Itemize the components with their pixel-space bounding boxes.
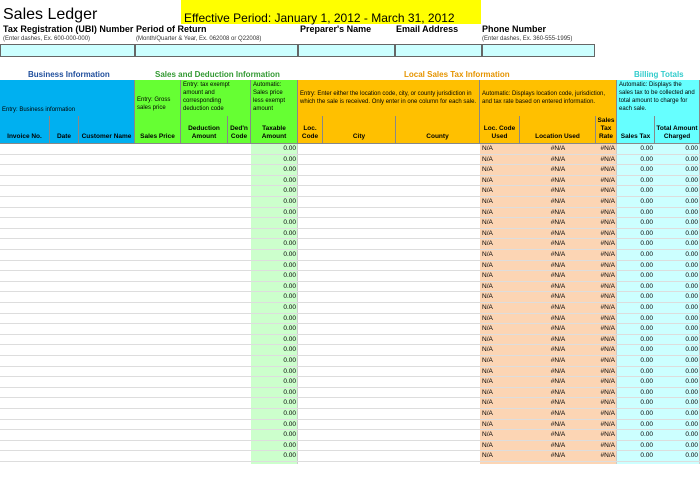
tax-rate-cell: #N/A	[600, 261, 615, 269]
band-taxable: Automatic: Sales price less exempt amount	[251, 80, 298, 116]
tax-rate-cell: #N/A	[600, 388, 615, 396]
table-row[interactable]	[0, 441, 700, 452]
band-rate: Automatic: Displays location code, jurisdiction, and tax rate based on entered information.	[480, 80, 617, 116]
location-used-cell: #N/A	[550, 441, 566, 449]
table-row[interactable]	[0, 229, 700, 240]
period-hint: (Month/Quarter & Year, Ex. 062008 or Q22008)	[136, 36, 262, 42]
taxable-amount-cell: 0.00	[283, 187, 296, 195]
ubi-label: Tax Registration (UBI) Number	[3, 24, 134, 34]
taxable-amount-cell: 0.00	[283, 229, 296, 237]
location-used-cell: #N/A	[550, 335, 566, 343]
column-header: Taxable Amount	[251, 116, 298, 144]
section-business: Business Information	[28, 70, 110, 79]
column-header: Sales Tax	[617, 116, 655, 144]
column-header: Loc. Code Used	[480, 116, 520, 144]
taxable-amount-cell: 0.00	[283, 282, 296, 290]
section-sales: Sales and Deduction Information	[155, 70, 280, 79]
sales-tax-cell: 0.00	[640, 325, 653, 333]
total-charged-cell: 0.00	[685, 166, 698, 174]
period-input[interactable]	[135, 44, 298, 57]
total-charged-cell: 0.00	[685, 335, 698, 343]
total-charged-cell: 0.00	[685, 155, 698, 163]
sales-tax-cell: 0.00	[640, 335, 653, 343]
effective-period: Effective Period: January 1, 2012 - March 31, 2012	[181, 0, 481, 24]
tax-rate-cell: #N/A	[600, 166, 615, 174]
sales-tax-cell: 0.00	[640, 388, 653, 396]
tax-rate-cell: #N/A	[600, 187, 615, 195]
loc-code-used-cell: N/A	[482, 378, 493, 386]
taxable-amount-cell: 0.00	[283, 272, 296, 280]
location-used-cell: #N/A	[550, 251, 566, 258]
taxable-amount-cell: 0.00	[283, 240, 296, 248]
loc-code-used-cell: N/A	[482, 251, 493, 258]
loc-code-used-cell: N/A	[482, 346, 493, 354]
taxable-amount-cell: 0.00	[283, 145, 296, 152]
sales-tax-cell: 0.00	[640, 187, 653, 195]
location-used-cell: #N/A	[550, 357, 566, 364]
total-charged-cell: 0.00	[685, 219, 698, 227]
tax-rate-cell: #N/A	[600, 176, 615, 184]
tax-rate-cell: #N/A	[600, 198, 615, 205]
sales-tax-cell: 0.00	[640, 166, 653, 174]
total-charged-cell: 0.00	[685, 325, 698, 333]
loc-code-used-cell: N/A	[482, 325, 493, 333]
total-charged-cell: 0.00	[685, 357, 698, 364]
table-row[interactable]	[0, 388, 700, 399]
sales-tax-cell: 0.00	[640, 314, 653, 322]
sales-tax-cell: 0.00	[640, 272, 653, 280]
sales-tax-cell: 0.00	[640, 304, 653, 311]
sales-tax-cell: 0.00	[640, 357, 653, 364]
tax-rate-cell: #N/A	[600, 293, 615, 301]
loc-code-used-cell: N/A	[482, 208, 493, 216]
taxable-amount-cell: 0.00	[283, 420, 296, 428]
taxable-amount-cell: 0.00	[283, 399, 296, 407]
column-header: Deduction Amount	[181, 116, 228, 144]
tax-rate-cell: #N/A	[600, 357, 615, 364]
total-charged-cell: 0.00	[685, 251, 698, 258]
sales-tax-cell: 0.00	[640, 229, 653, 237]
sales-tax-cell: 0.00	[640, 198, 653, 205]
total-charged-cell: 0.00	[685, 314, 698, 322]
taxable-amount-cell: 0.00	[283, 176, 296, 184]
loc-code-used-cell: N/A	[482, 293, 493, 301]
loc-code-used-cell: N/A	[482, 441, 493, 449]
email-label: Email Address	[396, 24, 459, 34]
loc-code-used-cell: N/A	[482, 367, 493, 375]
location-used-cell: #N/A	[550, 261, 566, 269]
column-header: Loc. Code	[298, 116, 323, 144]
loc-code-used-cell: N/A	[482, 187, 493, 195]
taxable-amount-cell: 0.00	[283, 208, 296, 216]
location-used-cell: #N/A	[550, 219, 566, 227]
tax-rate-cell: #N/A	[600, 441, 615, 449]
total-charged-cell: 0.00	[685, 420, 698, 428]
tax-rate-cell: #N/A	[600, 314, 615, 322]
taxable-amount-cell: 0.00	[283, 452, 296, 460]
taxable-amount-cell: 0.00	[283, 261, 296, 269]
loc-code-used-cell: N/A	[482, 166, 493, 174]
loc-code-used-cell: N/A	[482, 261, 493, 269]
table-row[interactable]	[0, 367, 700, 378]
location-used-cell: #N/A	[550, 410, 566, 417]
table-row[interactable]	[0, 356, 700, 367]
location-used-cell: #N/A	[550, 187, 566, 195]
tax-rate-cell: #N/A	[600, 399, 615, 407]
loc-code-used-cell: N/A	[482, 431, 493, 439]
total-charged-cell: 0.00	[685, 431, 698, 439]
table-row[interactable]	[0, 420, 700, 431]
sales-tax-cell: 0.00	[640, 441, 653, 449]
sales-tax-cell: 0.00	[640, 145, 653, 152]
location-used-cell: #N/A	[550, 229, 566, 237]
period-label: Period of Return	[136, 24, 207, 34]
sales-tax-cell: 0.00	[640, 367, 653, 375]
loc-code-used-cell: N/A	[482, 219, 493, 227]
tax-rate-cell: #N/A	[600, 452, 615, 460]
taxable-amount-cell: 0.00	[283, 441, 296, 449]
column-header: County	[396, 116, 480, 144]
location-used-cell: #N/A	[550, 420, 566, 428]
loc-code-used-cell: N/A	[482, 420, 493, 428]
column-header: Date	[50, 116, 79, 144]
table-row[interactable]	[0, 218, 700, 229]
sales-tax-cell: 0.00	[640, 410, 653, 417]
tax-rate-cell: #N/A	[600, 335, 615, 343]
location-used-cell: #N/A	[550, 176, 566, 184]
table-row[interactable]	[0, 250, 700, 261]
table-row[interactable]	[0, 314, 700, 325]
loc-code-used-cell: N/A	[482, 198, 493, 205]
tax-rate-cell: #N/A	[600, 155, 615, 163]
loc-code-used-cell: N/A	[482, 176, 493, 184]
table-row[interactable]	[0, 292, 700, 303]
loc-code-used-cell: N/A	[482, 240, 493, 248]
location-used-cell: #N/A	[550, 145, 566, 152]
taxable-amount-cell: 0.00	[283, 335, 296, 343]
location-used-cell: #N/A	[550, 314, 566, 322]
location-used-cell: #N/A	[550, 293, 566, 301]
loc-code-used-cell: N/A	[482, 229, 493, 237]
sales-tax-cell: 0.00	[640, 420, 653, 428]
taxable-amount-cell: 0.00	[283, 410, 296, 417]
sales-tax-cell: 0.00	[640, 251, 653, 258]
tax-rate-cell: #N/A	[600, 367, 615, 375]
location-used-cell: #N/A	[550, 304, 566, 311]
sales-tax-cell: 0.00	[640, 282, 653, 290]
tax-rate-cell: #N/A	[600, 282, 615, 290]
taxable-amount-cell: 0.00	[283, 155, 296, 163]
phone-hint: (Enter dashes, Ex. 360-555-1995)	[482, 36, 573, 42]
total-charged-cell: 0.00	[685, 441, 698, 449]
sales-tax-cell: 0.00	[640, 208, 653, 216]
table-row[interactable]	[0, 335, 700, 346]
taxable-amount-cell: 0.00	[283, 378, 296, 386]
sales-tax-cell: 0.00	[640, 155, 653, 163]
location-used-cell: #N/A	[550, 208, 566, 216]
total-charged-cell: 0.00	[685, 176, 698, 184]
taxable-amount-cell: 0.00	[283, 346, 296, 354]
table-row[interactable]	[0, 197, 700, 208]
loc-code-used-cell: N/A	[482, 314, 493, 322]
total-charged-cell: 0.00	[685, 346, 698, 354]
total-charged-cell: 0.00	[685, 399, 698, 407]
column-header: Sales Price	[135, 116, 181, 144]
sales-tax-cell: 0.00	[640, 219, 653, 227]
table-row[interactable]	[0, 451, 700, 462]
tax-rate-cell: #N/A	[600, 240, 615, 248]
sales-tax-cell: 0.00	[640, 261, 653, 269]
total-charged-cell: 0.00	[685, 367, 698, 375]
sales-tax-cell: 0.00	[640, 378, 653, 386]
tax-rate-cell: #N/A	[600, 219, 615, 227]
table-row[interactable]	[0, 176, 700, 187]
table-row[interactable]	[0, 409, 700, 420]
phone-input[interactable]	[482, 44, 595, 57]
ubi-input[interactable]	[0, 44, 135, 57]
total-charged-cell: 0.00	[685, 198, 698, 205]
taxable-amount-cell: 0.00	[283, 357, 296, 364]
total-charged-cell: 0.00	[685, 272, 698, 280]
column-header: Total Amount Charged	[655, 116, 700, 144]
loc-code-used-cell: N/A	[482, 388, 493, 396]
loc-code-used-cell: N/A	[482, 304, 493, 311]
location-used-cell: #N/A	[550, 346, 566, 354]
location-used-cell: #N/A	[550, 431, 566, 439]
table-row[interactable]	[0, 377, 700, 388]
location-used-cell: #N/A	[550, 282, 566, 290]
table-row[interactable]	[0, 430, 700, 441]
column-header: Ded'n Code	[228, 116, 251, 144]
band-billing: Automatic: Displays the sales tax to be collected and total amount to charge for each sale.	[617, 80, 700, 116]
taxable-amount-cell: 0.00	[283, 325, 296, 333]
ubi-hint: (Enter dashes, Ex. 600-000-000)	[3, 36, 91, 42]
tax-rate-cell: #N/A	[600, 208, 615, 216]
taxable-amount-cell: 0.00	[283, 293, 296, 301]
total-charged-cell: 0.00	[685, 261, 698, 269]
sales-tax-cell: 0.00	[640, 346, 653, 354]
table-row[interactable]	[0, 398, 700, 409]
loc-code-used-cell: N/A	[482, 335, 493, 343]
total-charged-cell: 0.00	[685, 187, 698, 195]
total-charged-cell: 0.00	[685, 282, 698, 290]
table-row[interactable]	[0, 208, 700, 219]
section-local: Local Sales Tax Information	[404, 70, 510, 79]
loc-code-used-cell: N/A	[482, 272, 493, 280]
table-row[interactable]	[0, 271, 700, 282]
section-billing: Billing Totals	[634, 70, 684, 79]
tax-rate-cell: #N/A	[600, 251, 615, 258]
taxable-amount-cell: 0.00	[283, 198, 296, 205]
tax-rate-cell: #N/A	[600, 410, 615, 417]
table-row[interactable]	[0, 345, 700, 356]
tax-rate-cell: #N/A	[600, 304, 615, 311]
sales-tax-cell: 0.00	[640, 176, 653, 184]
email-input[interactable]	[395, 44, 482, 57]
sales-tax-cell: 0.00	[640, 293, 653, 301]
table-row[interactable]	[0, 155, 700, 166]
total-charged-cell: 0.00	[685, 229, 698, 237]
loc-code-used-cell: N/A	[482, 452, 493, 460]
location-used-cell: #N/A	[550, 155, 566, 163]
taxable-amount-cell: 0.00	[283, 388, 296, 396]
total-charged-cell: 0.00	[685, 388, 698, 396]
location-used-cell: #N/A	[550, 378, 566, 386]
sales-tax-cell: 0.00	[640, 452, 653, 460]
column-header: Invoice No.	[0, 116, 50, 144]
total-charged-cell: 0.00	[685, 240, 698, 248]
loc-code-used-cell: N/A	[482, 145, 493, 152]
table-row[interactable]	[0, 239, 700, 250]
column-header: Customer Name	[79, 116, 135, 144]
table-row[interactable]	[0, 324, 700, 335]
total-charged-cell: 0.00	[685, 293, 698, 301]
column-header: City	[323, 116, 396, 144]
loc-code-used-cell: N/A	[482, 155, 493, 163]
taxable-amount-cell: 0.00	[283, 314, 296, 322]
band-location: Entry: Enter either the location code, city, or county jurisdiction in which the sale is received. Only enter in one column for each sale.	[298, 80, 480, 116]
tax-rate-cell: #N/A	[600, 145, 615, 152]
location-used-cell: #N/A	[550, 272, 566, 280]
loc-code-used-cell: N/A	[482, 399, 493, 407]
location-used-cell: #N/A	[550, 367, 566, 375]
preparer-input[interactable]	[298, 44, 395, 57]
phone-label: Phone Number	[482, 24, 547, 34]
taxable-amount-cell: 0.00	[283, 219, 296, 227]
table-row[interactable]	[0, 282, 700, 293]
taxable-amount-cell: 0.00	[283, 304, 296, 311]
table-row[interactable]	[0, 261, 700, 272]
total-charged-cell: 0.00	[685, 145, 698, 152]
total-charged-cell: 0.00	[685, 208, 698, 216]
sales-tax-cell: 0.00	[640, 240, 653, 248]
band-business: Entry: Business information	[0, 80, 135, 116]
total-charged-cell: 0.00	[685, 378, 698, 386]
location-used-cell: #N/A	[550, 452, 566, 460]
column-header: Sales Tax Rate	[596, 116, 617, 144]
loc-code-used-cell: N/A	[482, 282, 493, 290]
column-header: Location Used	[520, 116, 596, 144]
tax-rate-cell: #N/A	[600, 378, 615, 386]
loc-code-used-cell: N/A	[482, 410, 493, 417]
sales-tax-cell: 0.00	[640, 399, 653, 407]
band-exempt: Entry: tax exempt amount and corresponding deduction code	[181, 80, 251, 116]
tax-rate-cell: #N/A	[600, 229, 615, 237]
table-row[interactable]	[0, 165, 700, 176]
table-row[interactable]	[0, 144, 700, 155]
tax-rate-cell: #N/A	[600, 346, 615, 354]
location-used-cell: #N/A	[550, 240, 566, 248]
sales-tax-cell: 0.00	[640, 431, 653, 439]
page-title: Sales Ledger	[3, 6, 98, 23]
tax-rate-cell: #N/A	[600, 272, 615, 280]
taxable-amount-cell: 0.00	[283, 251, 296, 258]
location-used-cell: #N/A	[550, 399, 566, 407]
taxable-amount-cell: 0.00	[283, 367, 296, 375]
loc-code-used-cell: N/A	[482, 357, 493, 364]
taxable-amount-cell: 0.00	[283, 166, 296, 174]
total-charged-cell: 0.00	[685, 452, 698, 460]
tax-rate-cell: #N/A	[600, 431, 615, 439]
tax-rate-cell: #N/A	[600, 420, 615, 428]
taxable-amount-cell: 0.00	[283, 431, 296, 439]
band-gross: Entry: Gross sales price	[135, 80, 181, 116]
location-used-cell: #N/A	[550, 166, 566, 174]
tax-rate-cell: #N/A	[600, 325, 615, 333]
location-used-cell: #N/A	[550, 198, 566, 205]
location-used-cell: #N/A	[550, 388, 566, 396]
table-row[interactable]	[0, 303, 700, 314]
table-row[interactable]	[0, 186, 700, 197]
total-charged-cell: 0.00	[685, 410, 698, 417]
location-used-cell: #N/A	[550, 325, 566, 333]
total-charged-cell: 0.00	[685, 304, 698, 311]
preparer-label: Preparer's Name	[300, 24, 372, 34]
